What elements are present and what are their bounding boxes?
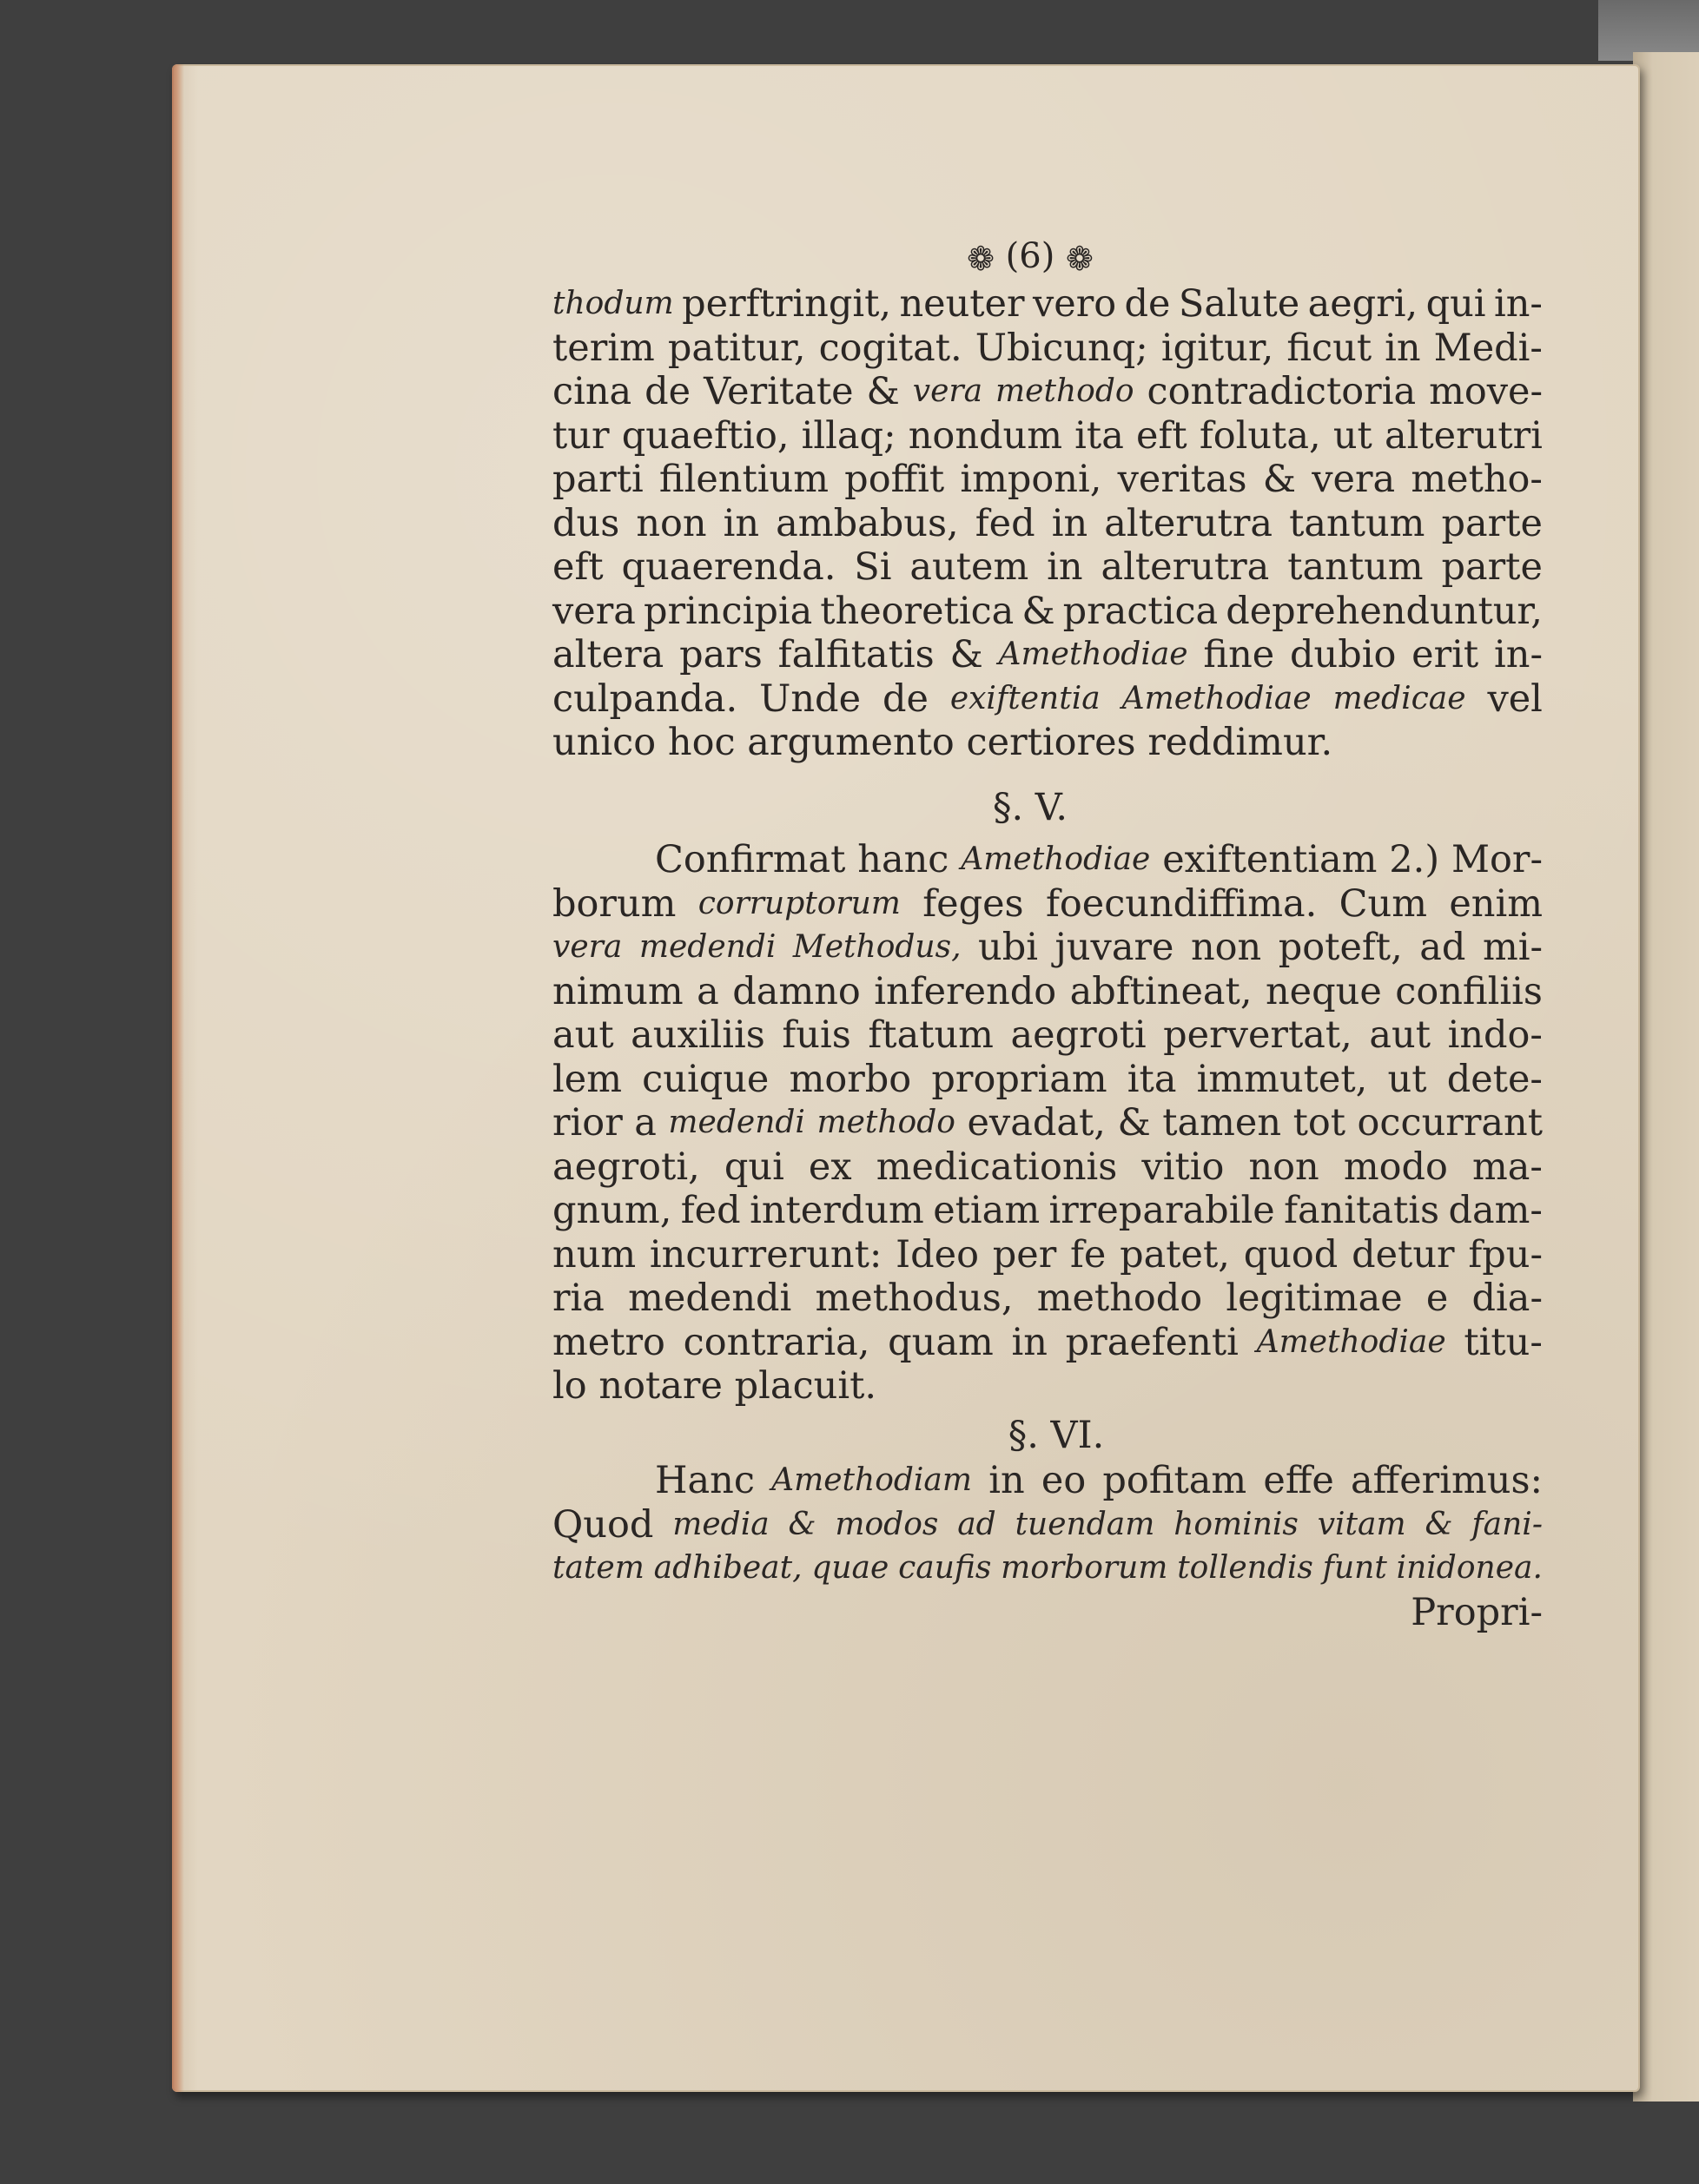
word: tollendis [1177, 1550, 1313, 1586]
word: fpu- [1468, 1232, 1543, 1277]
word: vitio [1141, 1145, 1225, 1189]
word: exiftentiam [1162, 838, 1378, 881]
word: principia [643, 589, 813, 633]
word: fani- [1471, 1506, 1543, 1542]
word: medendi [628, 1277, 792, 1320]
word: caufis [898, 1550, 992, 1586]
word: dam- [1448, 1189, 1543, 1232]
word: in [1047, 545, 1083, 589]
word: tur [552, 413, 610, 458]
word: in [1385, 326, 1421, 370]
word: dete- [1446, 1057, 1543, 1101]
word: de [882, 676, 929, 721]
word: poffit [844, 458, 945, 501]
word: nimum [552, 969, 684, 1013]
word: legitimae [1226, 1277, 1403, 1320]
word: veritas [1117, 458, 1247, 501]
word: Methodus, [792, 929, 962, 965]
word: hominis [1173, 1506, 1299, 1542]
word: alterutri [1384, 413, 1543, 458]
word: titu- [1464, 1320, 1543, 1364]
word: unico [552, 721, 657, 764]
word: methodus, [815, 1277, 1014, 1320]
word: ftatum [868, 1013, 994, 1057]
word: Amethodiae [998, 637, 1188, 672]
word: theoretica [820, 589, 1015, 633]
word: & [949, 633, 983, 676]
next-page-edge [1633, 52, 1699, 2102]
word: immutet, [1196, 1057, 1368, 1101]
word: eft [552, 545, 604, 589]
word: abftineat, [1069, 969, 1253, 1013]
word: Veritate [704, 370, 854, 413]
word: deprehenduntur, [1226, 589, 1543, 633]
word: ambabus, [776, 501, 959, 545]
word: notare [598, 1364, 723, 1408]
page-header [518, 230, 1543, 282]
word: practica [1062, 589, 1219, 633]
text-line [552, 633, 1543, 677]
word: damno [732, 969, 861, 1013]
word: & [1425, 1506, 1453, 1542]
word: vero [1032, 282, 1117, 326]
word: poteft, [1278, 926, 1403, 969]
word: irreparabile [1048, 1189, 1275, 1232]
word: illaq; [801, 413, 896, 458]
text-line [552, 590, 1543, 634]
word: a [697, 969, 719, 1013]
word: & [866, 370, 900, 413]
word: autem [909, 545, 1029, 589]
word: pars [679, 633, 763, 676]
word: & [1262, 458, 1297, 501]
word: Hanc [655, 1459, 755, 1502]
text-line [552, 327, 1543, 371]
text-line [552, 677, 1543, 722]
word: quam [888, 1320, 994, 1364]
word: altera [552, 633, 664, 676]
word: foluta, [1199, 413, 1321, 458]
word: de [645, 370, 691, 413]
word: cogitat. [818, 326, 962, 370]
word: auxiliis [631, 1013, 765, 1057]
word: certiores [966, 721, 1136, 764]
ornament-right-icon: ❁ [1066, 240, 1094, 278]
word: non [1248, 1145, 1319, 1189]
word: aut [552, 1013, 614, 1057]
word: ficut [1286, 326, 1372, 370]
word: occurrant [1357, 1101, 1543, 1145]
word: terim [552, 326, 655, 370]
word: medendi [668, 1105, 805, 1140]
word: & [788, 1506, 816, 1542]
word: ita [1074, 413, 1124, 458]
word: indo- [1447, 1013, 1543, 1057]
word: tatem [552, 1550, 645, 1586]
text-line [552, 1277, 1543, 1321]
word: vitam [1317, 1506, 1406, 1542]
text-line [552, 1101, 1543, 1145]
text-line [552, 970, 1543, 1014]
word: eft [1136, 413, 1187, 458]
word: vera [552, 929, 623, 965]
word: foecundiffima. [1045, 881, 1318, 926]
word: afferimus: [1351, 1459, 1543, 1502]
text-line [552, 545, 1543, 590]
word: in [723, 501, 760, 545]
word: enim [1449, 881, 1543, 926]
word: aegri, [1307, 282, 1418, 326]
word: de [1124, 282, 1171, 326]
word: qui [1425, 282, 1486, 326]
word: pofitam [1102, 1459, 1247, 1502]
word: medicationis [876, 1145, 1118, 1189]
word: ria [552, 1277, 605, 1320]
word: fed [680, 1189, 741, 1232]
word: juvare [1054, 926, 1174, 969]
word: quod [1243, 1232, 1339, 1277]
word: dia- [1471, 1277, 1543, 1320]
word: vel [1487, 676, 1543, 721]
word: tot [1292, 1101, 1346, 1145]
word: placuit. [734, 1364, 877, 1408]
word: Salute [1178, 282, 1300, 326]
word: qui [724, 1145, 784, 1189]
text-line [552, 282, 1543, 327]
text-line [552, 882, 1543, 927]
text-line [552, 1321, 1543, 1365]
word: in [1011, 1320, 1048, 1364]
word: Amethodiae [1121, 680, 1312, 716]
word: filentium [658, 458, 829, 501]
word: fine [1203, 633, 1275, 676]
word: fanitatis [1284, 1189, 1440, 1232]
word: mi- [1482, 926, 1543, 969]
word: e [1425, 1277, 1449, 1320]
word: contraria, [683, 1320, 870, 1364]
word: parte [1441, 545, 1543, 589]
word: aut [1369, 1013, 1431, 1057]
word: tantum [1289, 501, 1425, 545]
word: methodo [816, 1105, 955, 1140]
word: tantum [1287, 545, 1424, 589]
word: vera [1312, 458, 1396, 501]
word: lo [552, 1364, 587, 1408]
text-line [552, 721, 1543, 765]
word: Mor- [1451, 838, 1543, 881]
word: fed [975, 501, 1035, 545]
word: falfitatis [777, 633, 935, 676]
word: vera [912, 373, 983, 409]
word: metro [552, 1320, 665, 1364]
word: cina [552, 370, 632, 413]
text-line [552, 370, 1543, 414]
text-line [552, 414, 1543, 459]
text-line [552, 1013, 1543, 1058]
word: evadat, [967, 1101, 1106, 1145]
word: media [672, 1506, 770, 1542]
word: non [636, 501, 707, 545]
word: interdum [750, 1189, 924, 1232]
word: modos [835, 1506, 939, 1542]
word: methodo [1036, 1277, 1203, 1320]
word: igitur, [1160, 326, 1274, 370]
text-line [552, 1058, 1543, 1102]
word: num [552, 1232, 637, 1277]
word: borum [552, 881, 677, 926]
word: lem [552, 1057, 622, 1101]
word: contradictoria [1147, 370, 1417, 413]
word: ita [1127, 1057, 1177, 1101]
page-text [552, 230, 1543, 1634]
word: rior [552, 1101, 623, 1145]
word: erit [1411, 633, 1479, 676]
word: praefenti [1065, 1320, 1239, 1364]
word: alterutra [1101, 545, 1270, 589]
word: ad [1419, 926, 1466, 969]
word: in [1051, 501, 1088, 545]
word: per [992, 1232, 1057, 1277]
text-line [552, 1459, 1543, 1503]
word: tuendam [1015, 1506, 1155, 1542]
word: & [1021, 589, 1055, 633]
word: Ubicunq; [975, 326, 1148, 370]
word: ad [957, 1506, 996, 1542]
word: hoc [667, 721, 736, 764]
paragraph-section-vi [552, 1459, 1543, 1591]
word: feges [922, 881, 1024, 926]
word: Cum [1339, 881, 1428, 926]
word: parte [1441, 501, 1543, 545]
word: perftringit, [682, 282, 892, 326]
word: quae [811, 1550, 889, 1586]
ornament-left-icon: ❁ [967, 240, 995, 278]
word: Unde [759, 676, 862, 721]
word: ma- [1471, 1145, 1543, 1189]
word: Amethodiam [771, 1462, 973, 1498]
word: fe [1070, 1232, 1107, 1277]
word: neque [1265, 969, 1382, 1013]
word: & [1117, 1101, 1151, 1145]
word: morbo [789, 1057, 912, 1101]
word: dus [552, 501, 620, 545]
word: ut [1387, 1057, 1427, 1101]
word: tamen [1162, 1101, 1282, 1145]
word: Quod [552, 1502, 654, 1547]
word: morborum [1001, 1550, 1168, 1586]
text-line [552, 502, 1543, 546]
word: etiam [933, 1189, 1041, 1232]
text-line [552, 458, 1543, 502]
word: move- [1429, 370, 1543, 413]
word: imponi, [960, 458, 1102, 501]
word: effe [1263, 1459, 1334, 1502]
word: funt [1322, 1550, 1387, 1586]
text-line [552, 1547, 1543, 1591]
word: aegroti [1010, 1013, 1147, 1057]
word: medendi [638, 929, 777, 965]
word: Confirmat [655, 838, 846, 881]
word: hanc [857, 838, 949, 881]
word: in- [1494, 633, 1543, 676]
word: ex [808, 1145, 852, 1189]
word: confiliis [1395, 969, 1543, 1013]
word: Amethodiae [1256, 1323, 1446, 1360]
word: reddimur. [1147, 721, 1333, 764]
word: vera [552, 589, 636, 633]
word: 2.) [1389, 838, 1440, 881]
word: metho- [1411, 458, 1543, 501]
text-line [552, 1503, 1543, 1547]
word: incurrerunt: [649, 1232, 883, 1277]
word: neuter [899, 282, 1025, 326]
word: quaeftio, [621, 413, 790, 458]
word: exiftentia [949, 680, 1101, 716]
word: propriam [931, 1057, 1107, 1101]
word: gnum, [552, 1189, 672, 1232]
word: non [1190, 926, 1262, 969]
word: thodum [552, 286, 674, 321]
word: nondum [908, 413, 1063, 458]
word: modo [1343, 1145, 1448, 1189]
word: culpanda. [552, 676, 738, 721]
word: aegroti, [552, 1145, 700, 1189]
word: Si [854, 545, 892, 589]
word: adhibeat, [653, 1550, 803, 1586]
paragraph-intro [552, 282, 1543, 765]
catchword: Propri- [1411, 1590, 1543, 1634]
text-line [552, 1145, 1543, 1190]
word: fuis [782, 1013, 851, 1057]
text-line [552, 838, 1543, 882]
word: Amethodiae [961, 841, 1151, 877]
word: in- [1493, 282, 1543, 326]
text-line [552, 1364, 1543, 1409]
word: ut [1332, 413, 1372, 458]
catchword-line [552, 1591, 1543, 1635]
text-line [552, 926, 1543, 970]
word: patitur, [667, 326, 806, 370]
word: parti [552, 458, 644, 501]
word: methodo [995, 373, 1134, 409]
word: pervertat, [1163, 1013, 1352, 1057]
word: Medi- [1433, 326, 1543, 370]
word: alterutra [1104, 501, 1273, 545]
section-heading-vi: §. VI. [1008, 1413, 1105, 1457]
word: quaerenda. [621, 545, 836, 589]
page-binding-edge [172, 64, 184, 2092]
word: in [988, 1459, 1025, 1502]
word: inidonea. [1396, 1550, 1543, 1586]
word: eo [1041, 1459, 1087, 1502]
paragraph-section-v [552, 838, 1543, 1409]
word: inferendo [874, 969, 1057, 1013]
word: detur [1352, 1232, 1455, 1277]
word: dubio [1290, 633, 1397, 676]
word: corruptorum [697, 885, 901, 921]
word: Ideo [896, 1232, 979, 1277]
word: cuique [642, 1057, 770, 1101]
word: argumento [747, 721, 955, 764]
section-heading-v: §. V. [992, 785, 1068, 829]
text-line [552, 1189, 1543, 1233]
word: a [634, 1101, 657, 1145]
word: patet, [1120, 1232, 1230, 1277]
word: ubi [978, 926, 1038, 969]
word: medicae [1332, 680, 1466, 716]
page-number: (6) [1005, 236, 1055, 276]
text-line [552, 1233, 1543, 1277]
